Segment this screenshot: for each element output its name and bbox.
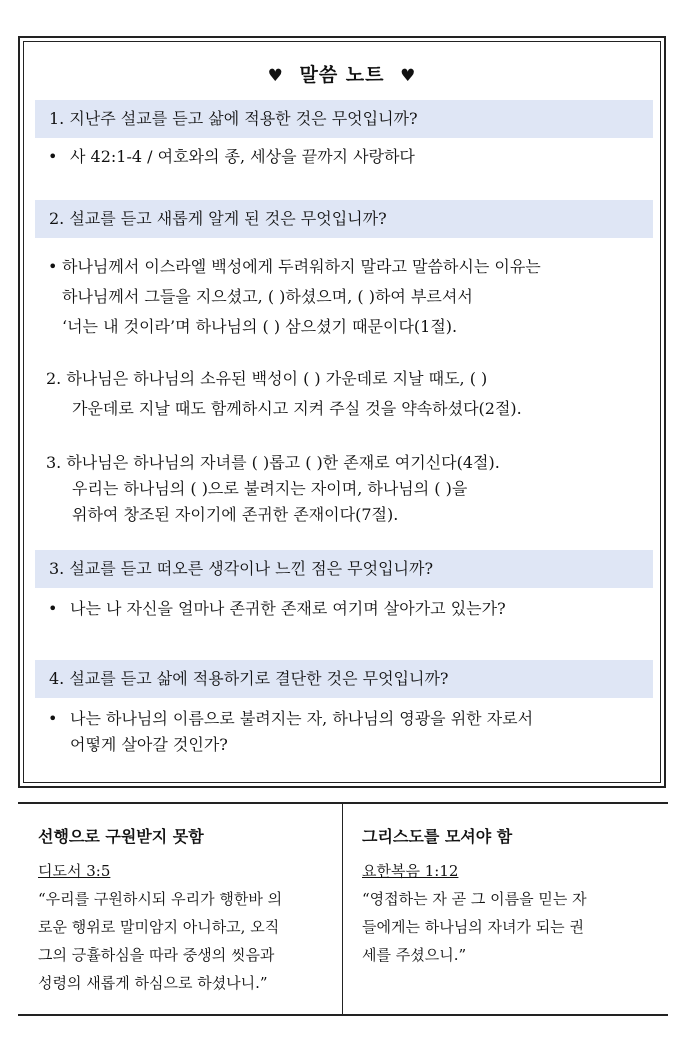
verse-right-text-2: 들에게는 하나님의 자녀가 되는 권 xyxy=(362,918,584,936)
question-2: 2. 설교를 듣고 새롭게 알게 된 것은 무엇입니까? xyxy=(49,209,387,228)
answer-2-line-1 xyxy=(48,256,541,278)
heart-icon: ♥ xyxy=(267,66,284,86)
answer-2-text-1: 하나님께서 이스라엘 백성에게 두려워하지 말라고 말씀하시는 이유는 xyxy=(62,257,541,276)
answer-3-text: 나는 나 자신을 얼마나 존귀한 존재로 여기며 살아가고 있는가? xyxy=(70,599,506,618)
answer-2-line-3: ‘너는 내 것이라’며 하나님의 ( ) 삼으셨기 때문이다(1절). xyxy=(62,317,458,336)
bullet: • xyxy=(48,599,58,618)
answer-1-text: 사 42:1-4 / 여호와의 종, 세상을 끝까지 사랑하다 xyxy=(70,147,415,166)
bullet: • xyxy=(48,257,58,276)
heart-icon: ♥ xyxy=(400,66,417,86)
question-1: 1. 지난주 설교를 듣고 삶에 적용한 것은 무엇입니까? xyxy=(49,109,418,128)
question-1-bar xyxy=(35,100,653,138)
answer-4-text-1: 나는 하나님의 이름으로 불려지는 자, 하나님의 영광을 위한 자로서 xyxy=(70,709,534,728)
note-title xyxy=(20,60,664,87)
question-3: 3. 설교를 듣고 떠오른 생각이나 느낀 점은 무엇입니까? xyxy=(49,559,434,578)
answer-4-line-2: 어떻게 살아갈 것인가? xyxy=(70,735,228,754)
verse-left-text-2: 로운 행위로 말미암지 아니하고, 오직 xyxy=(38,918,280,936)
verse-left-text-1: “우리를 구원하시되 우리가 행한바 의 xyxy=(38,890,283,908)
verse-left-reference: 디도서 3:5 xyxy=(38,862,111,880)
verse-left-text-4: 성령의 새롭게 하심으로 하셨나니.” xyxy=(38,974,268,992)
answer-2-item-3-line-1: 3. 하나님은 하나님의 자녀를 ( )롭고 ( )한 존재로 여기신다(4절). xyxy=(46,453,500,472)
divider xyxy=(342,804,343,1014)
answer-2-item-2-line-1: 2. 하나님은 하나님의 소유된 백성이 ( ) 가운데로 지날 때도, ( ) xyxy=(46,369,488,388)
verses-section xyxy=(18,802,668,1016)
question-3-bar xyxy=(35,550,653,588)
answer-2-line-2: 하나님께서 그들을 지으셨고, ( )하셨으며, ( )하여 부르셔서 xyxy=(62,287,473,306)
note-title-text: 말씀 노트 xyxy=(299,64,385,86)
verse-left-heading: 선행으로 구원받지 못함 xyxy=(38,827,204,846)
verse-left-text-3: 그의 긍휼하심을 따라 중생의 씻음과 xyxy=(38,946,275,964)
divider xyxy=(18,802,668,804)
bullet: • xyxy=(48,147,58,166)
verse-right-text-1: “영접하는 자 곧 그 이름을 믿는 자 xyxy=(362,890,587,908)
answer-4-line-1 xyxy=(48,708,533,730)
verse-right-text-3: 세를 주셨으니.” xyxy=(362,946,467,964)
answer-2-item-3-line-3: 위하여 창조된 자이기에 존귀한 존재이다(7절). xyxy=(72,505,399,524)
sermon-note-box xyxy=(18,36,666,788)
answer-2-item-3-line-2: 우리는 하나님의 ( )으로 불려지는 자이며, 하나님의 ( )을 xyxy=(72,479,468,498)
question-4: 4. 설교를 듣고 삶에 적용하기로 결단한 것은 무엇입니까? xyxy=(49,669,449,688)
verse-right-reference: 요한복음 1:12 xyxy=(362,862,459,880)
answer-1 xyxy=(48,146,415,168)
verse-right-heading: 그리스도를 모셔야 함 xyxy=(362,827,513,846)
divider xyxy=(18,1014,668,1016)
answer-2-item-2-line-2: 가운데로 지날 때도 함께하시고 지켜 주실 것을 약속하셨다(2절). xyxy=(72,399,522,418)
question-4-bar xyxy=(35,660,653,698)
bullet: • xyxy=(48,709,58,728)
answer-3 xyxy=(48,598,506,620)
question-2-bar xyxy=(35,200,653,238)
